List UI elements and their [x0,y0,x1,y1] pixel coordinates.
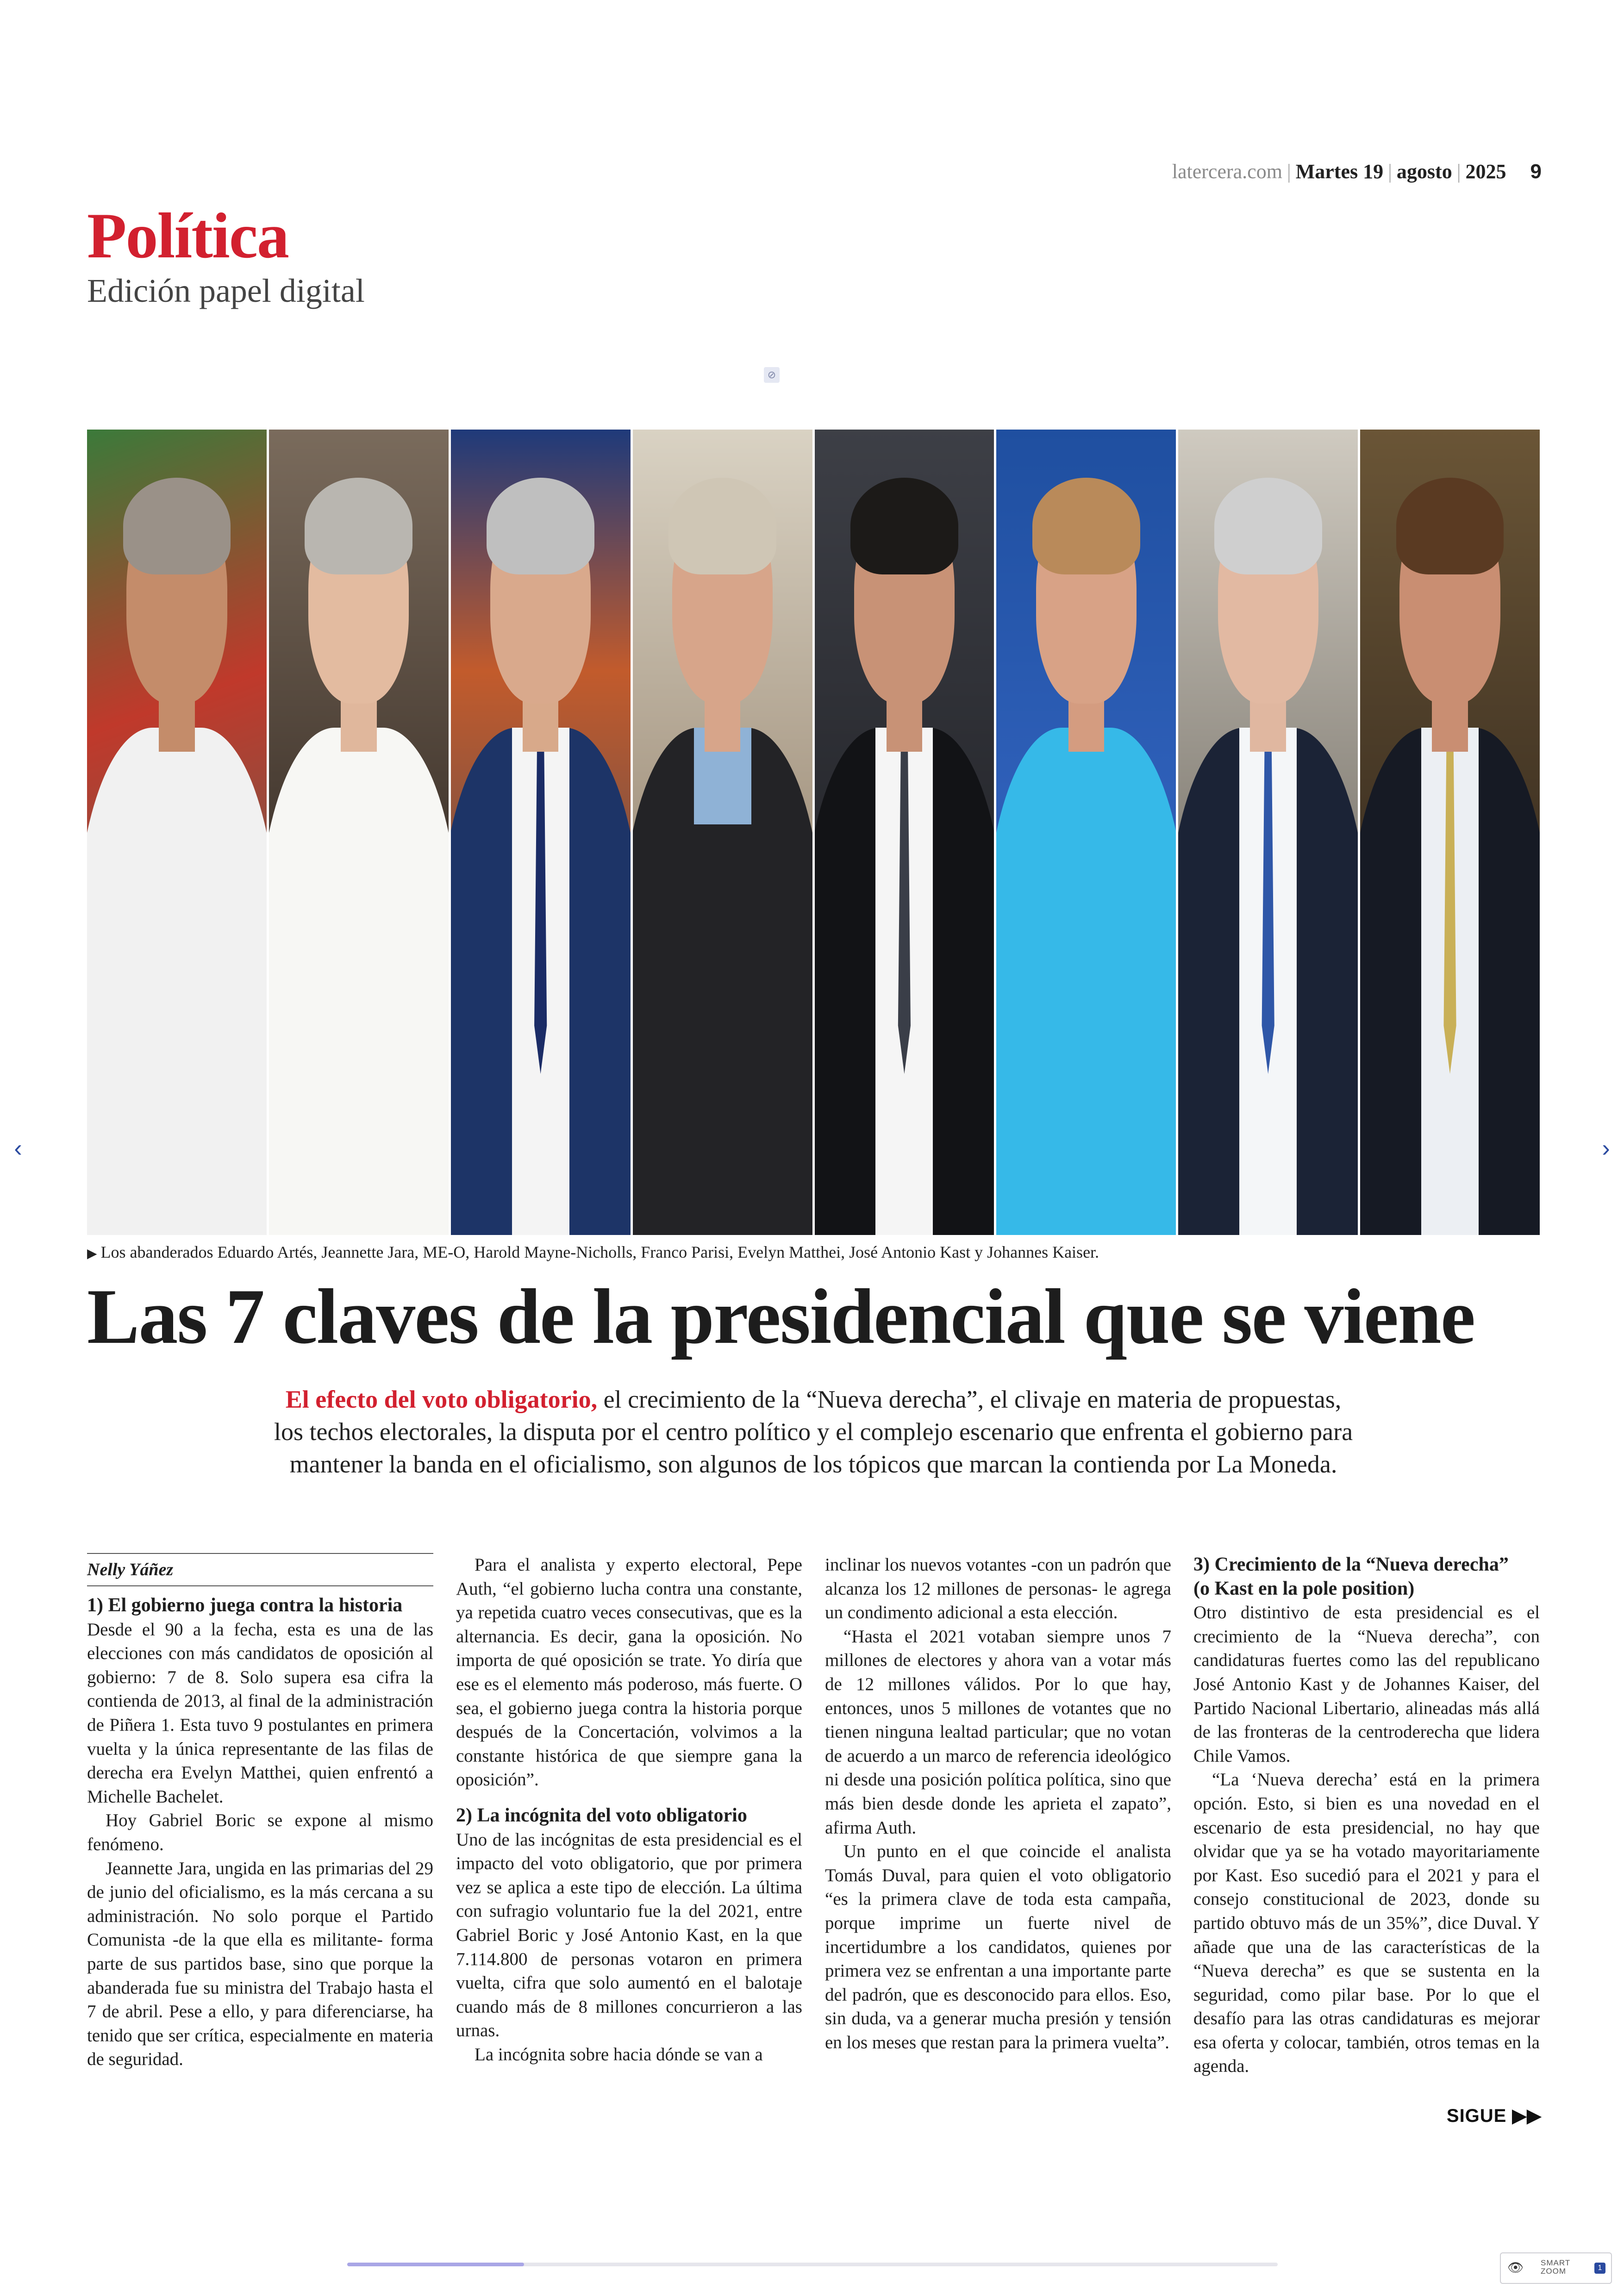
photo-caption [87,1242,1099,1262]
paragraph: inclinar los nuevos votantes -con un padrón que alcanza los 12 millones de personas- le agrega un condimento adicional a esta elección. [825,1555,1171,1623]
deck-highlight: El efecto del voto obligatorio, [285,1385,598,1413]
smart-zoom-badge: 1 [1594,2263,1605,2274]
portrait-franco-parisi [815,430,997,1235]
paragraph: Otro distintivo de esta presidencial es el crecimiento de la “Nueva derecha”, con candidaturas fuertes como las del republicano José Antonio Kast y de Johannes Kaiser, del Partido Nacional Libertario, alineadas más allá de las fronteras de la centroderecha que lidera Chile Vamos. [1193,1603,1540,1766]
deck [87,1383,1540,1480]
paragraph: “La ‘Nueva derecha’ está en la primera opción. Esto, si bien es una novedad en el escenario de esta presidencial, no hay que olvidar que ya se ha votado mayoritariamente por Kast. Eso sucedió para el 2021 y para el consejo constitucional de 2023, donde su partido obtuvo más de un 35%”, dice Duval. Y añade que una de las características de la “Nueva derecha” es que se sustenta en la seguridad, como pilar base. Por lo que el desafío para las otras candidaturas es mejorar esa oferta y colocar, también, otros temas en la agenda. [1193,1770,1540,2077]
masthead-meta: latercera.com | Martes 19 | agosto | 2025 9 [1172,160,1542,183]
eye-icon: 👁 [1507,2260,1524,2275]
paragraph: Jeannette Jara, ungida en las primarias del 29 de junio del oficialismo, es la más cercana a su administración. No solo porque el Partido Comunista -de la que ella es militante- forma parte de sus partidos base, sino que porque la abanderada fue su ministra del Trabajo hasta el 7 de abril. Pese a ello, y para diferenciarse, ha tenido que ser crítica, especialmente en materia de seguridad. [87,1858,433,2070]
portrait-johannes-kaiser [1360,430,1540,1235]
link-marker-icon[interactable]: ⊘ [764,367,780,383]
next-page-arrow[interactable]: › [1602,1135,1610,1162]
paragraph: “Hasta el 2021 votaban siempre unos 7 millones de electores y ahora van a votar más de 12 millones válidos. Por lo que hay, entonces, unos 5 millones de votantes que no tienen ninguna lealtad particular; que no votan de acuerdo a un marco de referencia ideológico ni desde una posición política política, sino que más bien desde donde les aprieta el zapato”, afirma Auth. [825,1626,1171,1838]
page-number: 9 [1530,160,1542,183]
subhead-1: 1) El gobierno juega contra la historia [87,1595,403,1616]
portrait-eduardo-artes [87,430,269,1235]
portrait-me-o [451,430,633,1235]
byline: Nelly Yáñez [87,1559,433,1586]
reading-progress-fill [347,2263,524,2266]
site-name: latercera.com [1172,160,1282,183]
smart-zoom-button[interactable] [1500,2252,1612,2284]
candidates-photo [87,430,1540,1235]
deck-line-2: los techos electorales, la disputa por el centro político y el complejo escenario que enfrenta el gobierno para [274,1418,1353,1446]
section-subtitle: Edición papel digital [87,272,365,309]
deck-line-3: mantener la banda en el oficialismo, son algunos de los tópicos que marcan la contienda por La Moneda. [289,1450,1337,1478]
caption-text: Los abanderados Eduardo Artés, Jeannette Jara, ME-O, Harold Mayne-Nicholls, Franco Parisi, Evelyn Matthei, José Antonio Kast y Johannes Kaiser. [100,1243,1099,1261]
continue-label[interactable]: SIGUE ▶▶ [1446,2106,1542,2126]
date-weekday: Martes 19 [1295,160,1384,183]
paragraph: La incógnita sobre hacia dónde se van a [475,2044,763,2064]
smart-zoom-label: SMART ZOOM [1541,2258,1571,2276]
date-year: 2025 [1465,160,1506,183]
paragraph: Uno de las incógnitas de esta presidencial es el impacto del voto obligatorio, que por primera vez se aplica a este tipo de elección. La última con sufragio voluntario fue la del 2021, entre Gabriel Boric y José Antonio Kast, en la que 7.114.800 de personas votaron en primera vuelta, cifra que solo aumentó en el balotaje cuando más de 8 millones concurrieron a las urnas. [456,1829,802,2041]
article-column-3 [825,1553,1171,2054]
article-column-1 [87,1553,433,2071]
date-month: agosto [1396,160,1452,183]
subhead-3-sub: (o Kast en la pole position) [1193,1578,1415,1599]
portrait-jose-antonio-kast [1178,430,1360,1235]
subhead-3: 3) Crecimiento de la “Nueva derecha” [1193,1554,1509,1575]
paragraph: Desde el 90 a la fecha, esta es una de las elecciones con más candidatos de oposición al gobierno: 7 de 8. Solo supera esa cifra la contienda de 2013, al final de la administración de Piñera 1. Esta tuvo 9 postulantes en primera vuelta y la única representante de las filas de derecha era Evelyn Matthei, quien enfrentó a Michelle Bachelet. [87,1619,433,1807]
prev-page-arrow[interactable]: ‹ [14,1135,22,1162]
paragraph: Para el analista y experto electoral, Pepe Auth, “el gobierno lucha contra una constante, ya repetida cuatro veces consecutivas, que es la alternancia. Es decir, gana la oposición. No importa de qué oposición se trate. Yo diría que ese es el elemento más poderoso, más fuerte. O sea, el gobierno juega contra la historia porque después de la Concertación, volvimos a la constante histórica de que siempre gana la oposición”. [456,1555,802,1790]
subhead-2: 2) La incógnita del voto obligatorio [456,1804,747,1826]
portrait-jeannette-jara [269,430,451,1235]
article-column-2 [456,1553,802,2066]
portrait-harold-mayne-nicholls [633,430,815,1235]
headline: Las 7 claves de la presidencial que se viene [87,1273,1475,1360]
caption-triangle-icon: ▶ [87,1247,97,1261]
deck-line-1: el crecimiento de la “Nueva derecha”, el clivaje en materia de propuestas, [597,1385,1342,1413]
paragraph: Un punto en el que coincide el analista Tomás Duval, para quien el voto obligatorio “es la primera clave de toda esta campaña, porque imprime un fuerte nivel de incertidumbre a los candidatos, quienes por primera vez se enfrentan a una importante parte del padrón, que es desconocido para ellos. Eso, sin duda, va a generar mucha presión y tensión en los meses que restan para la primera vuelta”. [825,1841,1171,2052]
portrait-evelyn-matthei [996,430,1178,1235]
section-title: Política [87,200,288,272]
paragraph: Hoy Gabriel Boric se expone al mismo fenómeno. [87,1810,433,1854]
article-column-4 [1193,1553,1540,2078]
